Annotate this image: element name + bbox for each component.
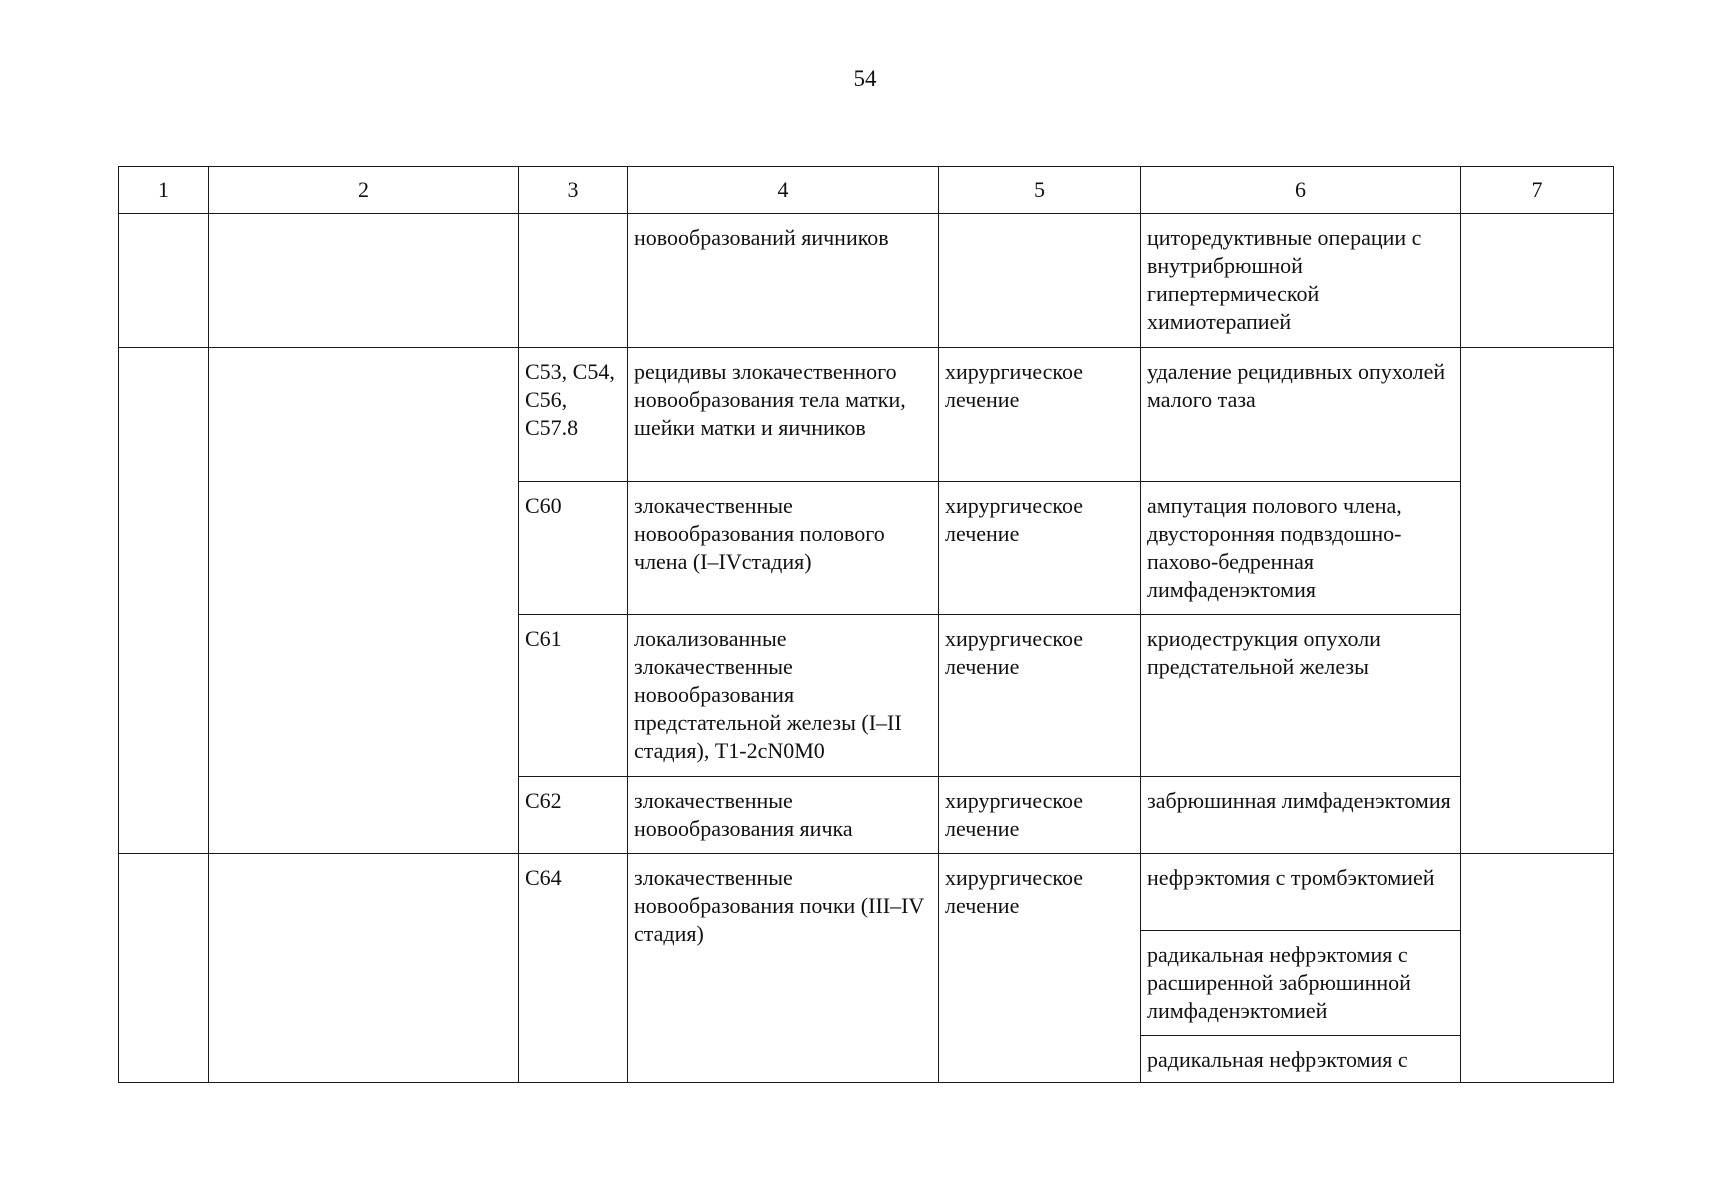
cell-condition: локализованные злокачественные новообразования предстательной железы (I–II стадия), T1-2cN0M0 <box>628 615 939 777</box>
column-header: 5 <box>939 167 1141 214</box>
cell-col2 <box>209 348 519 854</box>
cell-method: радикальная нефрэктомия с <box>1141 1036 1461 1083</box>
cell-condition: злокачественные новообразования полового члена (I–IVстадия) <box>628 482 939 615</box>
cell-method: забрюшинная лимфаденэктомия <box>1141 777 1461 854</box>
cell-treatment: хирургическое лечение <box>939 615 1141 777</box>
cell-method: криодеструкция опухоли предстательной железы <box>1141 615 1461 777</box>
cell-code: C60 <box>519 482 628 615</box>
column-number-row <box>119 167 1614 214</box>
medical-care-table <box>118 166 1614 1083</box>
table-row <box>119 214 1614 348</box>
column-header: 1 <box>119 167 209 214</box>
table-row <box>119 348 1614 482</box>
column-header: 2 <box>209 167 519 214</box>
cell-code: C53, C54, C56, C57.8 <box>519 348 628 482</box>
cell-code: C62 <box>519 777 628 854</box>
cell-col1 <box>119 214 209 348</box>
cell-col1 <box>119 348 209 854</box>
cell-condition: злокачественные новообразования почки (III–IV стадия) <box>628 854 939 1083</box>
page-number: 54 <box>853 66 877 91</box>
cell-treatment: хирургическое лечение <box>939 482 1141 615</box>
cell-col1 <box>119 854 209 1083</box>
cell-code <box>519 214 628 348</box>
cell-treatment: хирургическое лечение <box>939 777 1141 854</box>
column-header: 7 <box>1461 167 1614 214</box>
column-header: 3 <box>519 167 628 214</box>
cell-method: удаление рецидивных опухолей малого таза <box>1141 348 1461 482</box>
cell-treatment: хирургическое лечение <box>939 854 1141 1083</box>
cell-treatment <box>939 214 1141 348</box>
cell-col2 <box>209 214 519 348</box>
column-header: 4 <box>628 167 939 214</box>
cell-col7 <box>1461 854 1614 1083</box>
cell-method: нефрэктомия с тромбэктомией <box>1141 854 1461 931</box>
cell-method: радикальная нефрэктомия с расширенной забрюшинной лимфаденэктомией <box>1141 931 1461 1036</box>
cell-col2 <box>209 854 519 1083</box>
cell-treatment: хирургическое лечение <box>939 348 1141 482</box>
cell-code: C61 <box>519 615 628 777</box>
cell-condition: злокачественные новообразования яичка <box>628 777 939 854</box>
cell-code: C64 <box>519 854 628 1083</box>
cell-col7 <box>1461 348 1614 854</box>
cell-method: циторедуктивные операции с внутрибрюшной гипертермической химиотерапией <box>1141 214 1461 348</box>
column-header: 6 <box>1141 167 1461 214</box>
cell-method: ампутация полового члена, двусторонняя подвздошно-пахово-бедренная лимфаденэктомия <box>1141 482 1461 615</box>
cell-col7 <box>1461 214 1614 348</box>
cell-condition: новообразований яичников <box>628 214 939 348</box>
table-row <box>119 854 1614 931</box>
cell-condition: рецидивы злокачественного новообразования тела матки, шейки матки и яичников <box>628 348 939 482</box>
